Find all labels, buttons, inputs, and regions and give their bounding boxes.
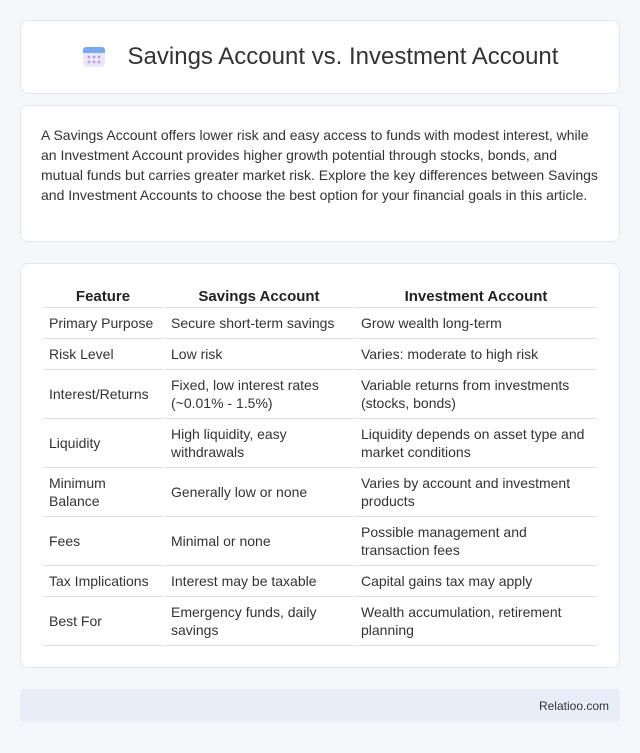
table-row [43,308,597,339]
feature-cell: Tax Implications [43,566,163,597]
savings-cell: Secure short-term savings [165,308,353,339]
table-row [43,339,597,370]
header-savings: Savings Account [165,284,353,308]
comparison-table [41,284,599,646]
savings-cell: Generally low or none [165,468,353,517]
investment-cell: Variable returns from investments (stocks, bonds) [355,370,597,419]
feature-cell: Fees [43,517,163,566]
feature-cell: Primary Purpose [43,308,163,339]
intro-text: A Savings Account offers lower risk and easy access to funds with modest interest, while an Investment Account provides higher growth potential through stocks, bonds, and mutual funds but carries greater market risk. Explore the key differences between Savings and Investment Accounts to choose the best option for your financial goals in this article. [41,127,598,203]
feature-cell: Risk Level [43,339,163,370]
savings-cell: High liquidity, easy withdrawals [165,419,353,468]
investment-cell: Varies by account and investment products [355,468,597,517]
comparison-card [20,263,620,668]
feature-cell: Best For [43,597,163,646]
investment-cell: Wealth accumulation, retirement planning [355,597,597,646]
page-title: Savings Account vs. Investment Account [127,43,559,70]
savings-cell: Fixed, low interest rates (~0.01% - 1.5%) [165,370,353,419]
intro-card [20,105,620,242]
table-row [43,419,597,468]
calendar-icon [82,45,106,69]
investment-cell: Varies: moderate to high risk [355,339,597,370]
savings-cell: Interest may be taxable [165,566,353,597]
footer-bar [20,689,620,722]
savings-cell: Emergency funds, daily savings [165,597,353,646]
feature-cell: Liquidity [43,419,163,468]
savings-cell: Low risk [165,339,353,370]
table-header-row [43,284,597,308]
table-row [43,517,597,566]
savings-cell: Minimal or none [165,517,353,566]
title-card [20,20,620,94]
header-investment: Investment Account [355,284,597,308]
feature-cell: Minimum Balance [43,468,163,517]
feature-cell: Interest/Returns [43,370,163,419]
investment-cell: Capital gains tax may apply [355,566,597,597]
table-row [43,468,597,517]
investment-cell: Liquidity depends on asset type and market conditions [355,419,597,468]
table-row [43,597,597,646]
investment-cell: Grow wealth long-term [355,308,597,339]
header-feature: Feature [43,284,163,308]
investment-cell: Possible management and transaction fees [355,517,597,566]
footer-brand[interactable]: Relatioo.com [538,698,609,713]
table-row [43,370,597,419]
table-row [43,566,597,597]
